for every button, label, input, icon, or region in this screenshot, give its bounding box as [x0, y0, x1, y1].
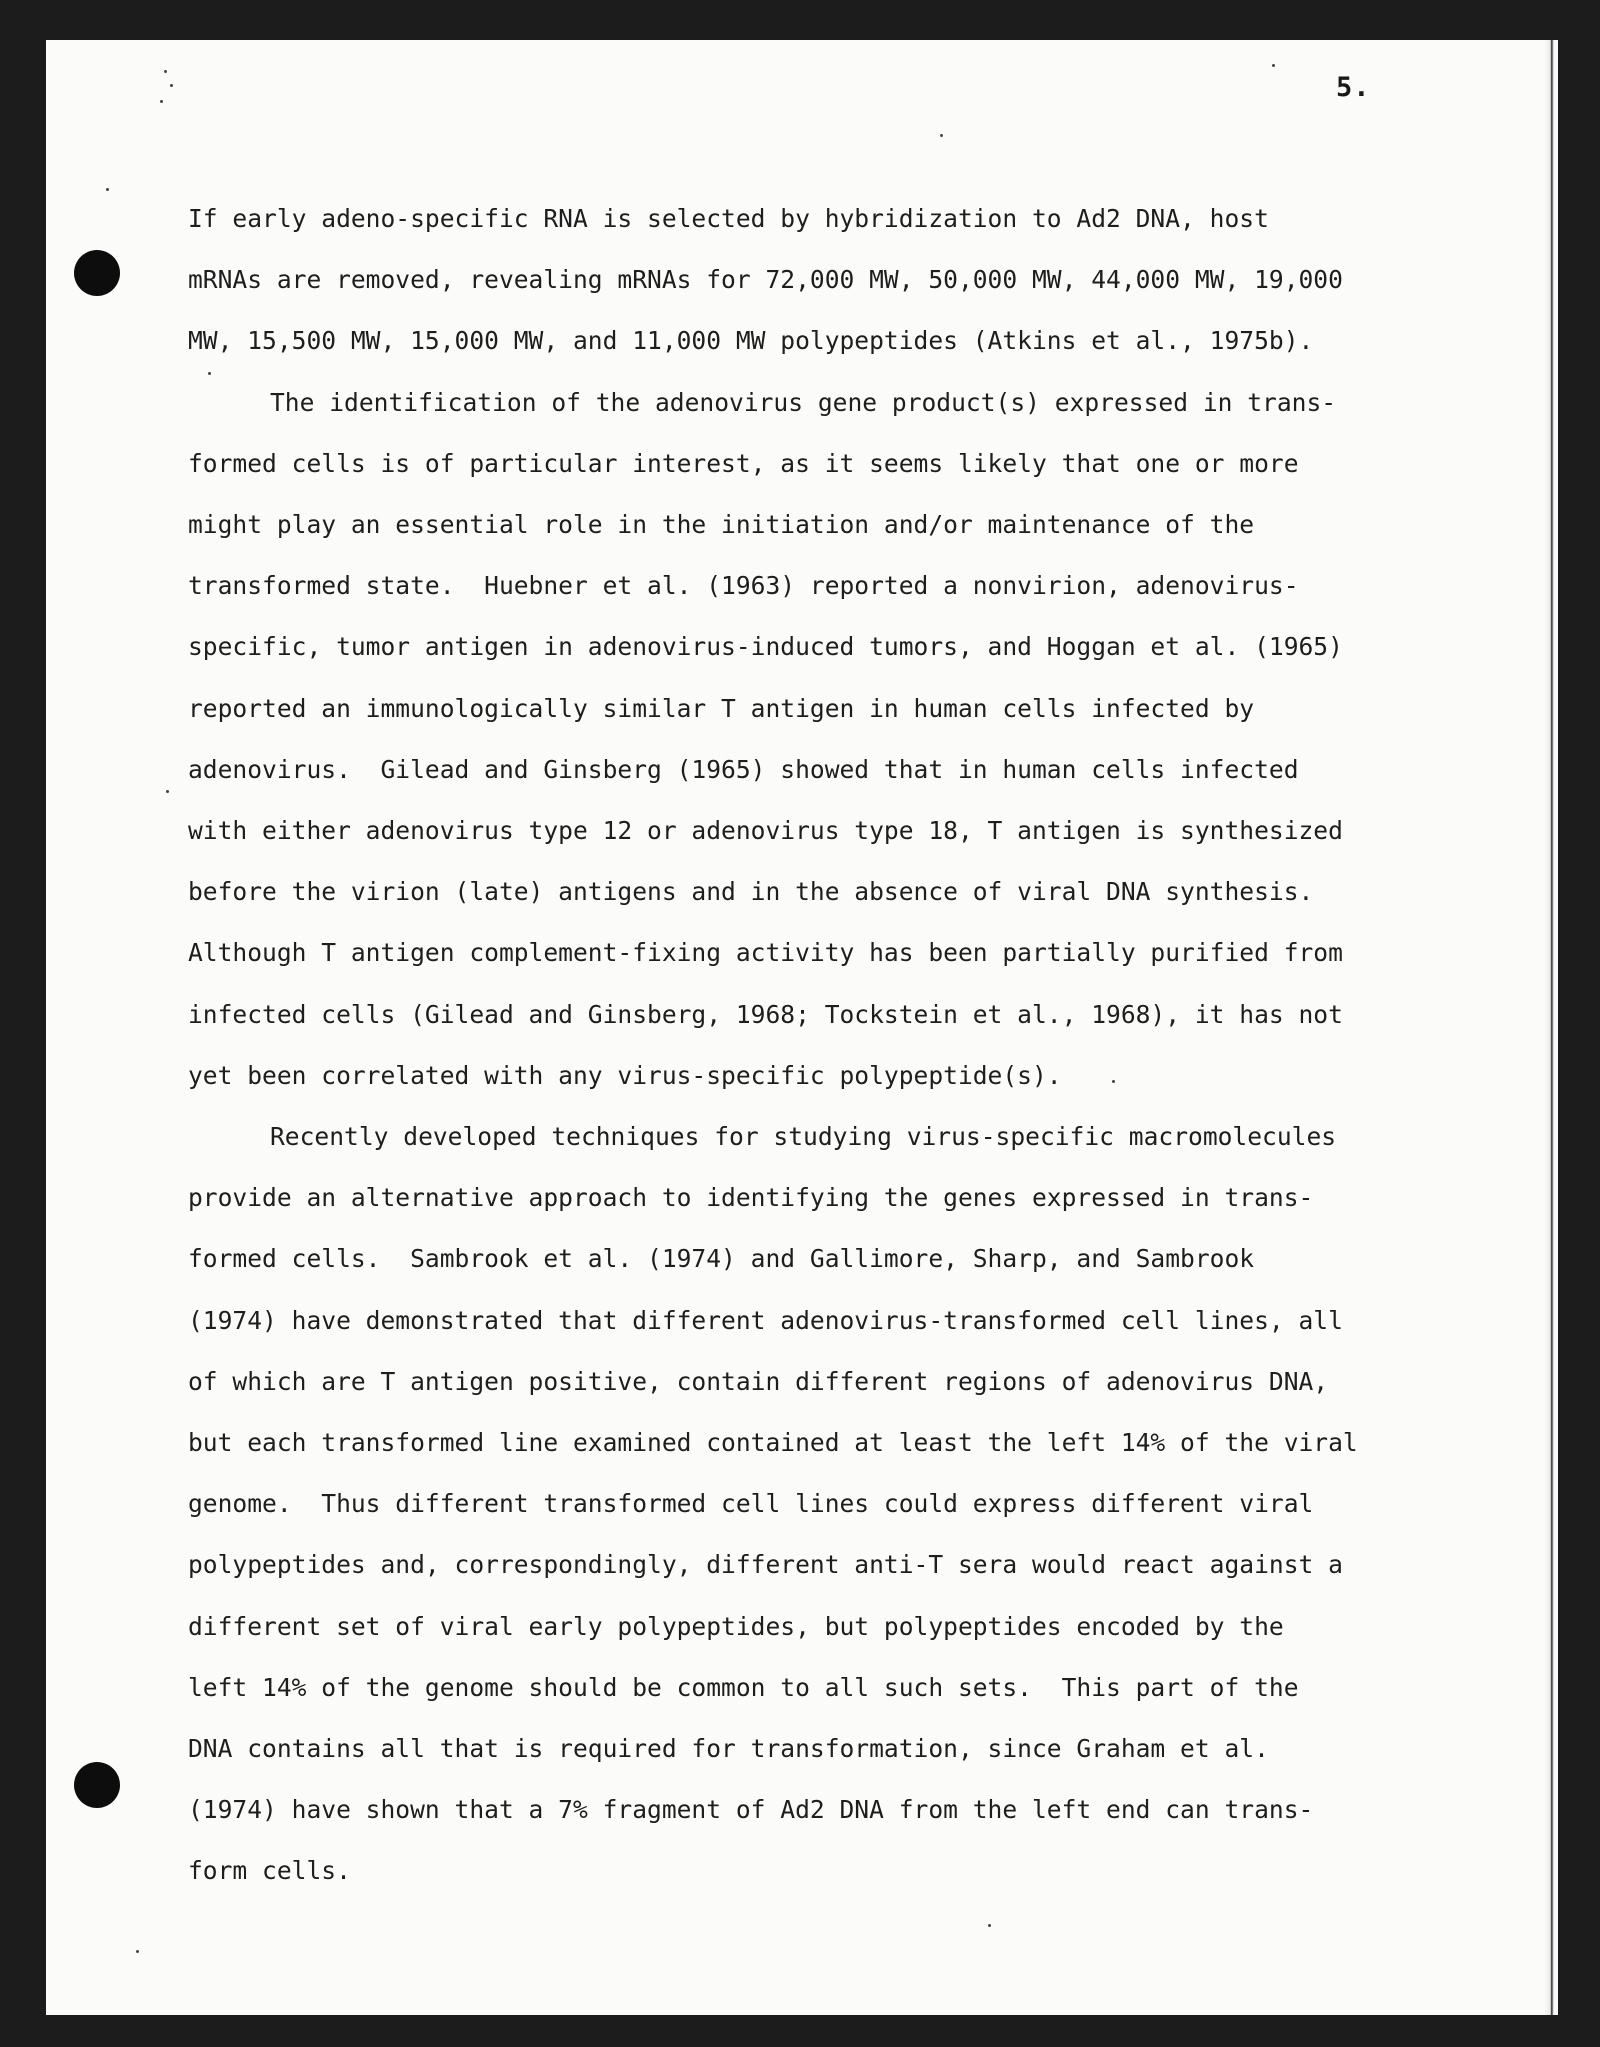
text-line: polypeptides and, correspondingly, different anti-T sera would react against a — [188, 1550, 1343, 1580]
text-line: DNA contains all that is required for transformation, since Graham et al. — [188, 1734, 1269, 1764]
text-line: infected cells (Gilead and Ginsberg, 1968; Tockstein et al., 1968), it has not — [188, 999, 1343, 1029]
page-number: 5. — [1336, 72, 1371, 103]
scan-speck — [164, 70, 167, 73]
text-line: provide an alternative approach to identifying the genes expressed in trans- — [188, 1183, 1314, 1213]
text-line: with either adenovirus type 12 or adenovirus type 18, T antigen is synthesized — [188, 816, 1343, 846]
text-line: adenovirus. Gilead and Ginsberg (1965) showed that in human cells infected — [188, 754, 1299, 784]
text-line: form cells. — [188, 1856, 351, 1886]
paragraph-gene-product — [188, 372, 1428, 1106]
text-line: might play an essential role in the initiation and/or maintenance of the — [188, 510, 1255, 540]
text-line: Although T antigen complement-fixing activity has been partially purified from — [188, 938, 1343, 968]
scan-speck — [136, 1950, 139, 1953]
text-line: transformed state. Huebner et al. (1963) reported a nonvirion, adenovirus- — [188, 571, 1299, 601]
page-edge-shadow — [1544, 40, 1558, 2015]
text-line: formed cells is of particular interest, as it seems likely that one or more — [188, 448, 1299, 478]
text-line: reported an immunologically similar T antigen in human cells infected by — [188, 693, 1255, 723]
paragraph-hybridization — [188, 188, 1428, 372]
text-line: yet been correlated with any virus-specific polypeptide(s). — [188, 1060, 1062, 1090]
text-line: formed cells. Sambrook et al. (1974) and Gallimore, Sharp, and Sambrook — [188, 1244, 1255, 1274]
scan-speck — [940, 134, 943, 137]
paragraph-recent-techniques — [188, 1106, 1428, 1902]
punch-hole-bottom — [74, 1762, 120, 1808]
text-line: mRNAs are removed, revealing mRNAs for 72,000 MW, 50,000 MW, 44,000 MW, 19,000 — [188, 265, 1343, 295]
scan-speck — [106, 188, 109, 191]
scan-speck — [166, 790, 169, 793]
text-line: but each transformed line examined contained at least the left 14% of the viral — [188, 1428, 1358, 1458]
document-body — [188, 188, 1428, 1902]
text-line: left 14% of the genome should be common to all such sets. This part of the — [188, 1672, 1299, 1702]
scan-speck — [988, 1924, 991, 1927]
text-line: MW, 15,500 MW, 15,000 MW, and 11,000 MW polypeptides (Atkins et al., 1975b). — [188, 326, 1314, 356]
text-line: of which are T antigen positive, contain different regions of adenovirus DNA, — [188, 1366, 1329, 1396]
scan-speck — [1272, 64, 1275, 67]
scan-speck — [170, 84, 173, 87]
scan-speck — [160, 100, 163, 103]
text-line: The identification of the adenovirus gene product(s) expressed in trans- — [270, 387, 1337, 417]
text-line: before the virion (late) antigens and in the absence of viral DNA synthesis. — [188, 877, 1314, 907]
text-line: different set of viral early polypeptides, but polypeptides encoded by the — [188, 1611, 1284, 1641]
punch-hole-top — [74, 250, 120, 296]
text-line: (1974) have shown that a 7% fragment of Ad2 DNA from the left end can trans- — [188, 1795, 1314, 1825]
text-line: specific, tumor antigen in adenovirus-induced tumors, and Hoggan et al. (1965) — [188, 632, 1343, 662]
text-line: genome. Thus different transformed cell lines could express different viral — [188, 1489, 1314, 1519]
text-line: If early adeno-specific RNA is selected by hybridization to Ad2 DNA, host — [188, 204, 1269, 233]
text-line: Recently developed techniques for studying virus-specific macromolecules — [270, 1122, 1337, 1152]
text-line: (1974) have demonstrated that different adenovirus-transformed cell lines, all — [188, 1305, 1343, 1335]
